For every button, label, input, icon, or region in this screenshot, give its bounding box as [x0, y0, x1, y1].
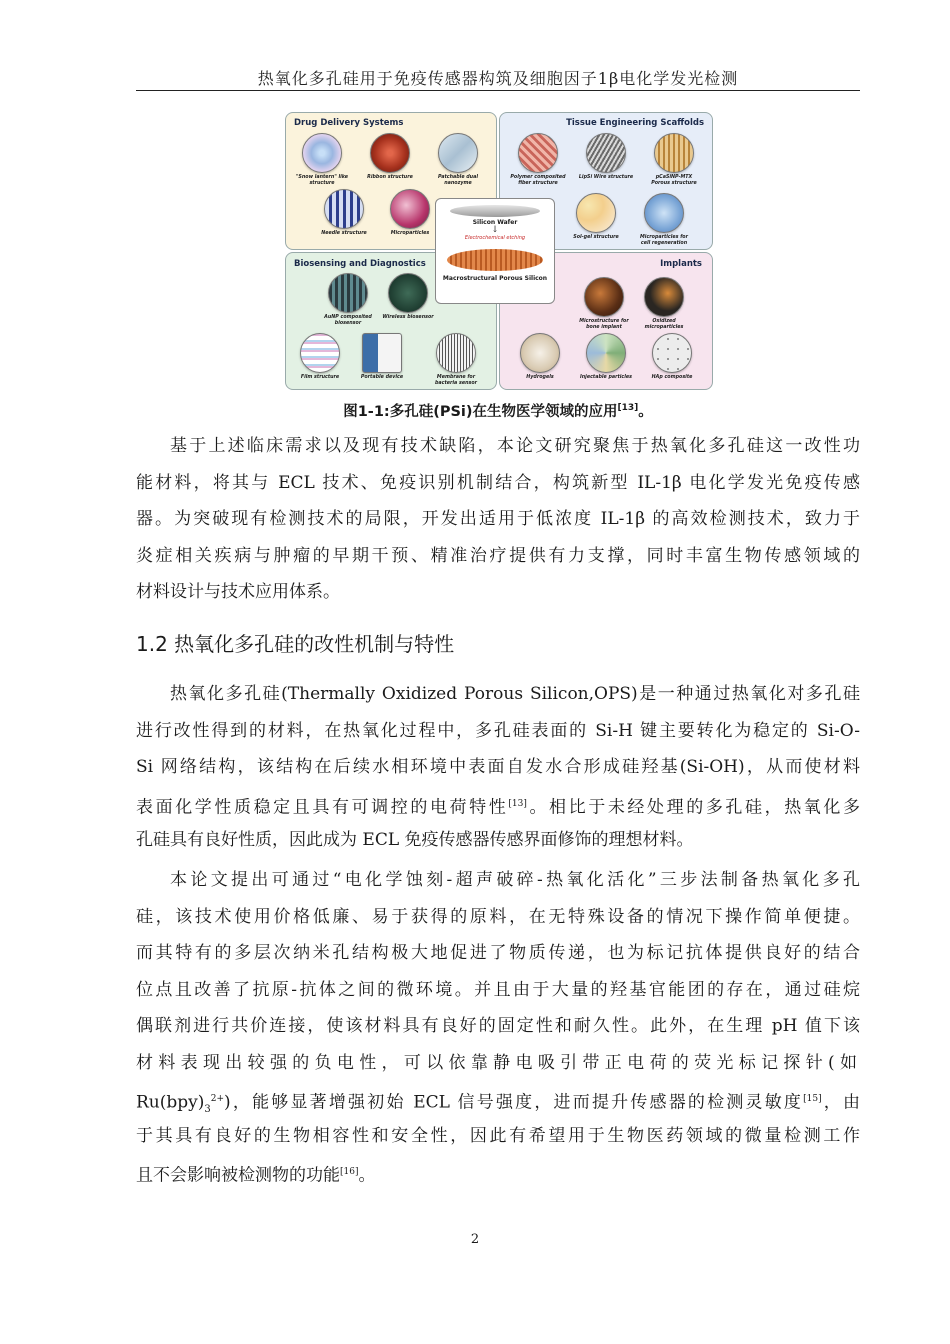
figure-item [354, 333, 410, 381]
page-number: 2 [470, 1232, 480, 1247]
text-run: 表面化学性质稳定且具有可调控的电荷特性 [136, 797, 509, 818]
microparticles-image [390, 189, 430, 229]
figure-item [636, 277, 692, 330]
figure-item-caption: Patchable dual nanozyme [438, 175, 478, 186]
fiber-structure-image [518, 133, 558, 173]
hydrogels-image [520, 333, 560, 373]
running-header: 热氧化多孔硅用于免疫传感器构筑及细胞因子1β电化学发光检测 [257, 69, 739, 88]
text-line: 硅，该技术使用价格低廉、易于获得的原料，在无特殊设备的情况下操作简单便捷。 [136, 906, 860, 927]
figure-item-caption: Membrane for bacteria sensor [434, 375, 478, 386]
text-line [136, 786, 860, 823]
figure-item [316, 189, 372, 237]
text-line: Si 网络结构，该结构在后续水相环境中表面自发水合形成硅羟基(Si-OH)，从而使材料 [136, 757, 860, 777]
figure-item-caption: Oxidized microparticles [644, 319, 684, 330]
text-run: 且不会影响被检测物的功能 [136, 1165, 340, 1186]
figure-item-caption: Ribbon structure [367, 175, 413, 180]
text-line: 基于上述临床需求以及现有技术缺陷，本论文研究聚焦于热氧化多孔硅这一改性功 [170, 436, 860, 456]
film-structure-image [300, 333, 340, 373]
text-line: 炎症相关疾病与肿瘤的早期干预、精准治疗提供有力支撑，同时丰富生物传感领域的 [136, 545, 860, 566]
figure-item [320, 273, 376, 326]
caption-citation: [13] [617, 403, 639, 414]
nanozyme-image [438, 133, 478, 173]
figure-item-caption: Film structure [300, 375, 340, 380]
superscript: 2+ [210, 1094, 225, 1104]
figure-item [644, 333, 700, 381]
figure-item [380, 273, 436, 321]
figure-item-caption: Wireless biosensor [382, 315, 434, 320]
text-line: 位点且改善了抗原-抗体之间的微环境。并且由于大量的羟基官能团的存在，通过硅烷 [136, 979, 860, 1000]
caption-text: 图1-1:多孔硅(PSi)在生物医学领域的应用 [343, 404, 618, 420]
text-line: 热氧化多孔硅(Thermally Oxidized Porous Silicon,OPS)是一种通过热氧化对多孔硅 [170, 684, 860, 704]
silicon-wafer-image [450, 205, 540, 217]
figure-item-caption: HAp composite [651, 375, 693, 380]
text-run: 。 [358, 1165, 376, 1186]
figure-item [292, 333, 348, 381]
text-line: 材料设计与技术应用体系。 [136, 582, 340, 602]
panel-title: Implants [660, 259, 702, 269]
text-run: Ru(bpy) [136, 1092, 205, 1113]
text-run: )，能够显著增强初始 ECL 信号强度，进而提升传感器的检测灵敏度 [224, 1092, 804, 1113]
figure-item [362, 133, 418, 181]
paragraph-3 [136, 862, 860, 1191]
figure-item-caption: Needle structure [321, 231, 367, 236]
citation: [15] [803, 1094, 822, 1104]
text-line [136, 1081, 860, 1118]
figure-item [578, 133, 634, 181]
figure-item [636, 193, 692, 246]
text-line [136, 1154, 860, 1191]
text-line: 本论文提出可通过“电化学蚀刻-超声破碎-热氧化活化”三步法制备热氧化多孔 [170, 870, 860, 890]
figure-item-caption: "Snow lantern" like structure [295, 175, 349, 186]
figure-caption [136, 400, 860, 421]
figure-item [578, 333, 634, 381]
text-line: 而其特有的多层次纳米孔结构极大地促进了物质传递，也为标记抗体提供良好的结合 [136, 943, 860, 963]
figure-item [294, 133, 350, 186]
snow-lantern-image [302, 133, 342, 173]
figure-item-caption: Polymer composited fiber structure [510, 175, 566, 186]
figure-item-caption: Portable device [360, 375, 404, 380]
cell-regeneration-image [644, 193, 684, 233]
porous-structure-image [654, 133, 694, 173]
figure-item-caption: Microparticles for cell regeneration [640, 235, 688, 246]
bone-implant-image [584, 277, 624, 317]
panel-title: Tissue Engineering Scaffolds [566, 118, 704, 128]
text-line: 能材料，将其与 ECL 技术、免疫识别机制结合，构筑新型 IL-1β 电化学发光免疫传感 [136, 472, 860, 493]
wire-structure-image [586, 133, 626, 173]
text-line: 进行改性得到的材料，在热氧化过程中，多孔硅表面的 Si-H 键主要转化为稳定的 Si-O- [136, 720, 860, 741]
figure-item [576, 277, 632, 330]
membrane-sensor-image [436, 333, 476, 373]
panel-title: Drug Delivery Systems [294, 118, 404, 128]
text-run: ，由 [821, 1092, 861, 1113]
subscript: 3 [204, 1104, 211, 1116]
figure-item [428, 333, 484, 386]
figure-item-caption: Microstructure for bone implant [579, 319, 629, 330]
header-rule [136, 90, 860, 91]
porous-silicon-image [447, 249, 543, 271]
section-heading: 1.2 热氧化多孔硅的改性机制与特性 [136, 632, 455, 656]
figure-item [510, 133, 566, 186]
figure-psi-applications [285, 112, 711, 388]
figure-item-caption: pCaSiNP-MTX Porous structure [651, 175, 697, 186]
figure-item [646, 133, 702, 186]
caption-end: 。 [638, 404, 653, 420]
center-arrow-label: Electrochemical etching [464, 235, 526, 241]
figure-item-caption: Hydrogels [526, 375, 554, 380]
portable-device-image [362, 333, 402, 373]
wireless-biosensor-image [388, 273, 428, 313]
figure-item-caption: Microparticles [390, 231, 430, 236]
figure-item [568, 193, 624, 241]
needle-structure-image [324, 189, 364, 229]
ribbon-structure-image [370, 133, 410, 173]
figure-item-caption: Sol-gel structure [573, 235, 619, 240]
figure-item [430, 133, 486, 186]
paragraph-1 [136, 428, 860, 611]
sol-gel-image [576, 193, 616, 233]
paragraph-2 [136, 676, 860, 859]
panel-title: Biosensing and Diagnostics [294, 259, 426, 269]
porous-silicon-center [435, 198, 555, 304]
text-run: 。相比于未经处理的多孔硅，热氧化多 [526, 797, 861, 818]
hap-composite-image [652, 333, 692, 373]
text-line: 器。为突破现有检测技术的局限，开发出适用于低浓度 IL-1β 的高效检测技术，致力于 [136, 509, 860, 529]
citation: [16] [340, 1167, 359, 1177]
figure-item [382, 189, 438, 237]
text-line: 偶联剂进行共价连接，使该材料具有良好的固定性和耐久性。此外，在生理 pH 值下该 [136, 1016, 860, 1036]
aunp-biosensor-image [328, 273, 368, 313]
arrow-down-icon: ↓ [491, 225, 499, 235]
figure-item-caption: LipSi Wire structure [578, 175, 634, 180]
center-bottom-label: Macrostructural Porous Silicon [442, 275, 548, 282]
figure-item [512, 333, 568, 381]
citation: [13] [508, 798, 527, 809]
injectable-particles-image [586, 333, 626, 373]
text-line: 孔硅具有良好性质，因此成为 ECL 免疫传感器传感界面修饰的理想材料。 [136, 830, 694, 850]
figure-item-caption: Injectable particles [579, 375, 633, 380]
text-line: 于其具有良好的生物相容性和安全性，因此有希望用于生物医药领域的微量检测工作 [136, 1125, 860, 1146]
text-line: 材料表现出较强的负电性，可以依靠静电吸引带正电荷的荧光标记探针(如 [136, 1052, 860, 1073]
center-top-label: Silicon Wafer [472, 219, 518, 226]
oxidized-microparticles-image [644, 277, 684, 317]
figure-item-caption: AuNP composited biosensor [324, 315, 372, 326]
